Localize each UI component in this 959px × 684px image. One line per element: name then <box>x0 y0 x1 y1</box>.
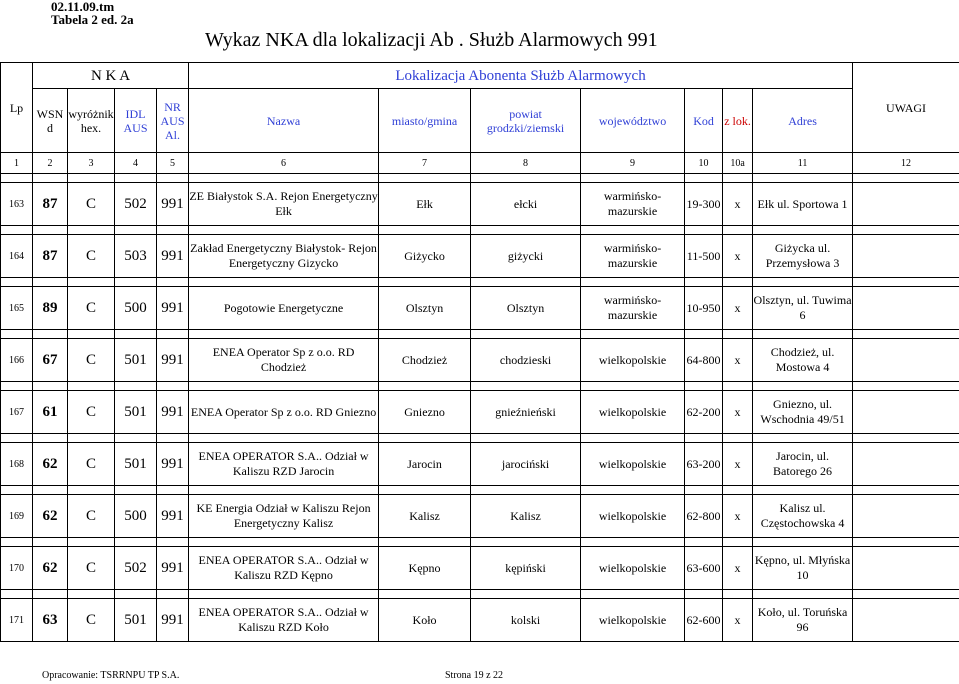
row-kod: 63-600 <box>685 547 723 590</box>
table-row <box>1 183 959 226</box>
spacer-cell <box>68 226 115 235</box>
spacer-cell <box>379 382 471 391</box>
table-ref: Tabela 2 ed. 2a <box>51 12 134 27</box>
spacer-cell <box>115 278 157 287</box>
spacer-cell <box>379 486 471 495</box>
spacer-cell <box>1 174 33 183</box>
row-lp: 168 <box>1 443 33 486</box>
spacer-cell <box>33 226 68 235</box>
row-z: x <box>723 339 753 382</box>
row-z: x <box>723 391 753 434</box>
row-adres: Giżycka ul. Przemysłowa 3 <box>753 235 853 278</box>
spacer-cell <box>379 330 471 339</box>
spacer-cell <box>685 434 723 443</box>
row-wojewodztwo: wielkopolskie <box>581 339 685 382</box>
spacer-cell <box>1 226 33 235</box>
row-idl: 500 <box>115 495 157 538</box>
spacer-cell <box>33 590 68 599</box>
row-powiat: ełcki <box>471 183 581 226</box>
spacer-cell <box>379 226 471 235</box>
header-wyroznik: wyróżnik hex. <box>68 89 115 153</box>
col-num: 5 <box>157 153 189 174</box>
spacer-cell <box>581 434 685 443</box>
col-num: 3 <box>68 153 115 174</box>
spacer-cell <box>68 434 115 443</box>
row-nazwa: Pogotowie Energetyczne <box>189 287 379 330</box>
spacer-cell <box>685 330 723 339</box>
col-num: 7 <box>379 153 471 174</box>
col-num: 12 <box>853 153 959 174</box>
header-nka-group: N K A <box>33 63 189 89</box>
row-wsn: 67 <box>33 339 68 382</box>
table-row <box>1 547 959 590</box>
page-title: Wykaz NKA dla lokalizacji Ab . Służb Alarmowych 991 <box>205 29 658 51</box>
row-idl: 501 <box>115 391 157 434</box>
spacer-cell <box>1 382 33 391</box>
row-wsn: 62 <box>33 547 68 590</box>
header-lp: Lp <box>1 63 33 153</box>
row-idl: 503 <box>115 235 157 278</box>
row-wyroznik: C <box>68 391 115 434</box>
row-wyroznik: C <box>68 339 115 382</box>
row-spacer <box>1 538 959 547</box>
col-num: 8 <box>471 153 581 174</box>
row-z: x <box>723 443 753 486</box>
spacer-cell <box>853 278 959 287</box>
row-spacer <box>1 174 959 183</box>
row-wojewodztwo: warmińsko- mazurskie <box>581 287 685 330</box>
spacer-cell <box>189 486 379 495</box>
row-lp: 170 <box>1 547 33 590</box>
row-spacer <box>1 434 959 443</box>
header-nazwa: Nazwa <box>189 89 379 153</box>
spacer-cell <box>157 382 189 391</box>
spacer-cell <box>853 226 959 235</box>
row-lp: 164 <box>1 235 33 278</box>
row-wojewodztwo: wielkopolskie <box>581 443 685 486</box>
row-uwagi <box>853 339 959 382</box>
header-row-top <box>1 63 959 89</box>
row-powiat: gnieźnieński <box>471 391 581 434</box>
table-row <box>1 495 959 538</box>
table-row <box>1 443 959 486</box>
spacer-cell <box>189 538 379 547</box>
row-powiat: Kalisz <box>471 495 581 538</box>
col-num: 10a <box>723 153 753 174</box>
spacer-cell <box>157 434 189 443</box>
row-kod: 62-800 <box>685 495 723 538</box>
row-wyroznik: C <box>68 599 115 642</box>
header-z: z lok. <box>723 89 753 153</box>
spacer-cell <box>115 590 157 599</box>
row-z: x <box>723 547 753 590</box>
spacer-cell <box>33 538 68 547</box>
row-miasto: Jarocin <box>379 443 471 486</box>
row-wojewodztwo: wielkopolskie <box>581 599 685 642</box>
row-uwagi <box>853 495 959 538</box>
header-nr: NR AUS Al. <box>157 89 189 153</box>
row-miasto: Koło <box>379 599 471 642</box>
row-powiat: kolski <box>471 599 581 642</box>
row-kod: 11-500 <box>685 235 723 278</box>
row-uwagi <box>853 235 959 278</box>
spacer-cell <box>723 434 753 443</box>
row-idl: 501 <box>115 599 157 642</box>
row-wsn: 89 <box>33 287 68 330</box>
spacer-cell <box>115 382 157 391</box>
row-lp: 166 <box>1 339 33 382</box>
spacer-cell <box>853 486 959 495</box>
spacer-cell <box>581 226 685 235</box>
row-nr: 991 <box>157 183 189 226</box>
spacer-cell <box>471 226 581 235</box>
spacer-cell <box>753 590 853 599</box>
spacer-cell <box>1 538 33 547</box>
row-z: x <box>723 183 753 226</box>
row-nr: 991 <box>157 495 189 538</box>
row-wsn: 62 <box>33 443 68 486</box>
row-nr: 991 <box>157 547 189 590</box>
spacer-cell <box>115 434 157 443</box>
spacer-cell <box>68 382 115 391</box>
row-miasto: Ełk <box>379 183 471 226</box>
spacer-cell <box>853 434 959 443</box>
spacer-cell <box>68 486 115 495</box>
spacer-cell <box>685 590 723 599</box>
table-row <box>1 339 959 382</box>
row-lp: 165 <box>1 287 33 330</box>
row-idl: 502 <box>115 183 157 226</box>
row-lp: 169 <box>1 495 33 538</box>
spacer-cell <box>471 590 581 599</box>
spacer-cell <box>581 278 685 287</box>
row-adres: Jarocin, ul. Batorego 26 <box>753 443 853 486</box>
spacer-cell <box>723 226 753 235</box>
spacer-cell <box>189 278 379 287</box>
row-kod: 63-200 <box>685 443 723 486</box>
spacer-cell <box>379 278 471 287</box>
row-nr: 991 <box>157 287 189 330</box>
row-nazwa: Zakład Energetyczny Białystok- Rejon Energetyczny Gizycko <box>189 235 379 278</box>
spacer-cell <box>115 486 157 495</box>
row-kod: 19-300 <box>685 183 723 226</box>
row-uwagi <box>853 287 959 330</box>
spacer-cell <box>157 590 189 599</box>
row-wyroznik: C <box>68 287 115 330</box>
spacer-cell <box>189 434 379 443</box>
header-powiat: powiat grodzki/ziemski <box>471 89 581 153</box>
spacer-cell <box>723 590 753 599</box>
row-nazwa: ENEA OPERATOR S.A.. Odział w Kaliszu RZD Kępno <box>189 547 379 590</box>
spacer-cell <box>853 330 959 339</box>
footer-page-number: Strona 19 z 22 <box>445 670 504 681</box>
spacer-cell <box>723 486 753 495</box>
spacer-cell <box>157 538 189 547</box>
spacer-cell <box>157 226 189 235</box>
row-adres: Chodzież, ul. Mostowa 4 <box>753 339 853 382</box>
row-powiat: kępiński <box>471 547 581 590</box>
spacer-cell <box>68 538 115 547</box>
spacer-cell <box>33 174 68 183</box>
row-lp: 171 <box>1 599 33 642</box>
col-num: 11 <box>753 153 853 174</box>
row-idl: 501 <box>115 339 157 382</box>
spacer-cell <box>723 174 753 183</box>
row-uwagi <box>853 599 959 642</box>
spacer-cell <box>68 590 115 599</box>
col-num: 1 <box>1 153 33 174</box>
spacer-cell <box>33 382 68 391</box>
spacer-cell <box>471 434 581 443</box>
row-idl: 501 <box>115 443 157 486</box>
row-nazwa: ENEA Operator Sp z o.o. RD Chodzież <box>189 339 379 382</box>
spacer-cell <box>189 382 379 391</box>
col-num: 10 <box>685 153 723 174</box>
row-powiat: chodzieski <box>471 339 581 382</box>
row-uwagi <box>853 183 959 226</box>
spacer-cell <box>115 330 157 339</box>
row-idl: 502 <box>115 547 157 590</box>
row-nazwa: ENEA Operator Sp z o.o. RD Gniezno <box>189 391 379 434</box>
spacer-cell <box>753 174 853 183</box>
row-adres: Koło, ul. Toruńska 96 <box>753 599 853 642</box>
header-uwagi: UWAGI <box>853 63 959 153</box>
row-nr: 991 <box>157 599 189 642</box>
spacer-cell <box>581 538 685 547</box>
spacer-cell <box>685 538 723 547</box>
row-spacer <box>1 382 959 391</box>
row-adres: Kalisz ul. Częstochowska 4 <box>753 495 853 538</box>
spacer-cell <box>853 382 959 391</box>
row-wsn: 87 <box>33 183 68 226</box>
spacer-cell <box>581 486 685 495</box>
spacer-cell <box>853 174 959 183</box>
spacer-cell <box>685 382 723 391</box>
table-body <box>1 174 959 642</box>
spacer-cell <box>753 382 853 391</box>
spacer-cell <box>33 278 68 287</box>
spacer-cell <box>379 434 471 443</box>
spacer-cell <box>685 486 723 495</box>
spacer-cell <box>379 538 471 547</box>
row-kod: 64-800 <box>685 339 723 382</box>
spacer-cell <box>471 382 581 391</box>
row-nazwa: ENEA OPERATOR S.A.. Odział w Kaliszu RZD Jarocin <box>189 443 379 486</box>
header-adres: Adres <box>753 89 853 153</box>
spacer-cell <box>753 486 853 495</box>
row-wojewodztwo: wielkopolskie <box>581 495 685 538</box>
nka-table <box>0 62 959 642</box>
row-miasto: Kalisz <box>379 495 471 538</box>
row-uwagi <box>853 443 959 486</box>
row-z: x <box>723 235 753 278</box>
header-wsn: WSN d <box>33 89 68 153</box>
row-wsn: 87 <box>33 235 68 278</box>
row-wyroznik: C <box>68 547 115 590</box>
row-miasto: Gniezno <box>379 391 471 434</box>
row-spacer <box>1 226 959 235</box>
spacer-cell <box>723 538 753 547</box>
row-wyroznik: C <box>68 183 115 226</box>
row-kod: 62-200 <box>685 391 723 434</box>
row-wyroznik: C <box>68 495 115 538</box>
spacer-cell <box>115 174 157 183</box>
row-adres: Gniezno, ul. Wschodnia 49/51 <box>753 391 853 434</box>
row-lp: 167 <box>1 391 33 434</box>
spacer-cell <box>753 434 853 443</box>
row-z: x <box>723 495 753 538</box>
row-powiat: Olsztyn <box>471 287 581 330</box>
column-number-row <box>1 153 959 174</box>
row-adres: Ełk ul. Sportowa 1 <box>753 183 853 226</box>
spacer-cell <box>379 174 471 183</box>
row-nr: 991 <box>157 235 189 278</box>
spacer-cell <box>471 330 581 339</box>
col-num: 4 <box>115 153 157 174</box>
spacer-cell <box>189 174 379 183</box>
row-nr: 991 <box>157 391 189 434</box>
spacer-cell <box>33 434 68 443</box>
spacer-cell <box>115 538 157 547</box>
spacer-cell <box>685 226 723 235</box>
spacer-cell <box>471 486 581 495</box>
row-wsn: 62 <box>33 495 68 538</box>
row-powiat: giżycki <box>471 235 581 278</box>
row-nazwa: KE Energia Odział w Kaliszu Rejon Energetyczny Kalisz <box>189 495 379 538</box>
col-num: 6 <box>189 153 379 174</box>
doc-date: 02.11.09.tm <box>51 0 115 14</box>
row-adres: Olsztyn, ul. Tuwima 6 <box>753 287 853 330</box>
spacer-cell <box>189 590 379 599</box>
header-miasto: miasto/gmina <box>379 89 471 153</box>
spacer-cell <box>581 174 685 183</box>
row-miasto: Giżycko <box>379 235 471 278</box>
spacer-cell <box>753 226 853 235</box>
spacer-cell <box>853 590 959 599</box>
row-miasto: Olsztyn <box>379 287 471 330</box>
row-wojewodztwo: warmińsko- mazurskie <box>581 235 685 278</box>
row-wojewodztwo: wielkopolskie <box>581 547 685 590</box>
row-wsn: 61 <box>33 391 68 434</box>
spacer-cell <box>471 538 581 547</box>
row-nr: 991 <box>157 339 189 382</box>
row-miasto: Kępno <box>379 547 471 590</box>
spacer-cell <box>157 278 189 287</box>
header-idl: IDL AUS <box>115 89 157 153</box>
spacer-cell <box>157 486 189 495</box>
spacer-cell <box>1 590 33 599</box>
header-location-group: Lokalizacja Abonenta Służb Alarmowych <box>189 63 853 89</box>
spacer-cell <box>753 278 853 287</box>
row-lp: 163 <box>1 183 33 226</box>
spacer-cell <box>753 330 853 339</box>
spacer-cell <box>68 174 115 183</box>
spacer-cell <box>68 278 115 287</box>
table-row <box>1 391 959 434</box>
spacer-cell <box>68 330 115 339</box>
spacer-cell <box>1 278 33 287</box>
row-nazwa: ENEA OPERATOR S.A.. Odział w Kaliszu RZD Koło <box>189 599 379 642</box>
row-spacer <box>1 278 959 287</box>
row-spacer <box>1 330 959 339</box>
row-nr: 991 <box>157 443 189 486</box>
footer-author: Opracowanie: TSRRNPU TP S.A. <box>42 670 180 681</box>
spacer-cell <box>471 174 581 183</box>
spacer-cell <box>157 330 189 339</box>
spacer-cell <box>33 486 68 495</box>
spacer-cell <box>723 278 753 287</box>
spacer-cell <box>33 330 68 339</box>
row-uwagi <box>853 391 959 434</box>
spacer-cell <box>753 538 853 547</box>
header-kod: Kod <box>685 89 723 153</box>
row-wsn: 63 <box>33 599 68 642</box>
row-nazwa: ZE Białystok S.A. Rejon Energetyczny Ełk <box>189 183 379 226</box>
spacer-cell <box>379 590 471 599</box>
col-num: 9 <box>581 153 685 174</box>
row-miasto: Chodzież <box>379 339 471 382</box>
spacer-cell <box>685 278 723 287</box>
spacer-cell <box>723 330 753 339</box>
row-spacer <box>1 590 959 599</box>
spacer-cell <box>471 278 581 287</box>
row-adres: Kępno, ul. Młyńska 10 <box>753 547 853 590</box>
spacer-cell <box>853 538 959 547</box>
table-row <box>1 235 959 278</box>
spacer-cell <box>581 330 685 339</box>
col-num: 2 <box>33 153 68 174</box>
row-wyroznik: C <box>68 235 115 278</box>
spacer-cell <box>1 486 33 495</box>
table-row <box>1 599 959 642</box>
spacer-cell <box>581 590 685 599</box>
row-idl: 500 <box>115 287 157 330</box>
spacer-cell <box>581 382 685 391</box>
spacer-cell <box>189 330 379 339</box>
row-wojewodztwo: warmińsko- mazurskie <box>581 183 685 226</box>
row-z: x <box>723 599 753 642</box>
row-kod: 10-950 <box>685 287 723 330</box>
row-powiat: jarociński <box>471 443 581 486</box>
row-spacer <box>1 486 959 495</box>
header-row-bottom <box>1 89 959 153</box>
spacer-cell <box>723 382 753 391</box>
row-z: x <box>723 287 753 330</box>
row-wojewodztwo: wielkopolskie <box>581 391 685 434</box>
row-wyroznik: C <box>68 443 115 486</box>
header-wojewodztwo: województwo <box>581 89 685 153</box>
spacer-cell <box>685 174 723 183</box>
table-row <box>1 287 959 330</box>
row-uwagi <box>853 547 959 590</box>
row-kod: 62-600 <box>685 599 723 642</box>
spacer-cell <box>157 174 189 183</box>
spacer-cell <box>189 226 379 235</box>
spacer-cell <box>1 330 33 339</box>
spacer-cell <box>1 434 33 443</box>
spacer-cell <box>115 226 157 235</box>
